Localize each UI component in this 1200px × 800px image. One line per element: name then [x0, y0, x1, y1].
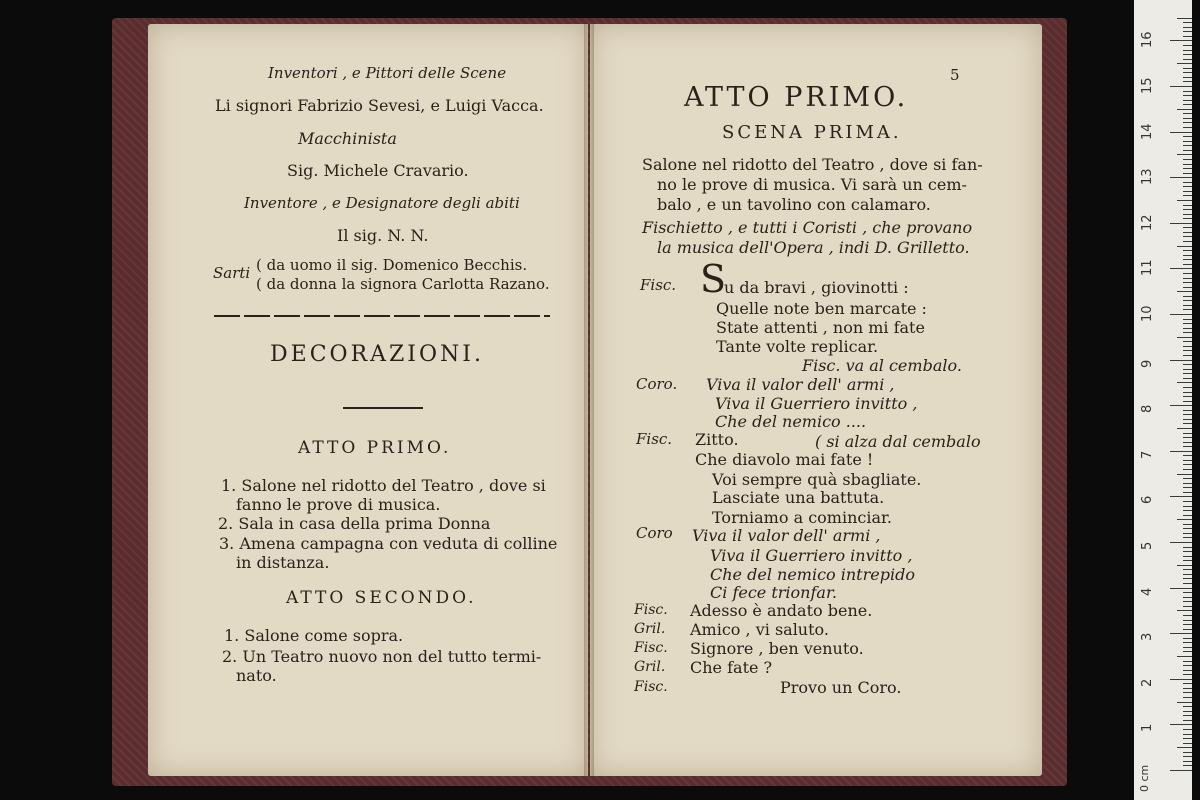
dialogue-line: Viva il valor dell' armi ,	[692, 526, 881, 545]
ruler-tick	[1177, 246, 1192, 247]
ruler-tick	[1170, 770, 1192, 771]
dialogue-line: State attenti , non mi fate	[716, 318, 925, 337]
inventori-names: Li signori Fabrizio Sevesi, e Luigi Vacca.	[215, 96, 544, 115]
ruler-tick	[1183, 738, 1192, 739]
ruler-tick	[1183, 533, 1192, 534]
ruler-tick	[1183, 104, 1192, 105]
page-mark: 5	[950, 66, 960, 84]
ruler-tick	[1183, 478, 1192, 479]
short-rule	[343, 407, 423, 409]
ruler-tick	[1183, 136, 1192, 137]
ruler-tick	[1170, 314, 1192, 315]
ruler-tick	[1183, 396, 1192, 397]
ruler-tick	[1183, 392, 1192, 393]
ruler-number: 3	[1140, 632, 1155, 642]
atto-primo-item: fanno le prove di musica.	[236, 495, 441, 514]
ruler-tick	[1183, 59, 1192, 60]
ruler-tick	[1183, 50, 1192, 51]
ruler-tick	[1183, 341, 1192, 342]
ruler-tick	[1183, 661, 1192, 662]
ruler-tick	[1183, 31, 1192, 32]
ruler-number: 5	[1140, 541, 1155, 550]
ruler-tick	[1170, 633, 1192, 634]
ruler-tick	[1177, 109, 1192, 110]
ruler-tick	[1183, 387, 1192, 388]
dialogue-line: u da bravi , giovinotti :	[724, 278, 909, 297]
ruler-tick	[1183, 460, 1192, 461]
ruler-tick	[1183, 72, 1192, 73]
ruler-tick	[1183, 651, 1192, 652]
ruler-tick	[1183, 232, 1192, 233]
ruler-tick	[1183, 433, 1192, 434]
ruler-tick	[1183, 191, 1192, 192]
atto-primo-item: 1. Salone nel ridotto del Teatro , dove si	[221, 476, 546, 495]
ruler-tick	[1183, 122, 1192, 123]
ruler-tick	[1183, 255, 1192, 256]
ruler-tick	[1183, 615, 1192, 616]
ruler-tick	[1183, 642, 1192, 643]
ruler-tick	[1177, 474, 1192, 475]
stage-direction: Fischietto , e tutti i Coristi , che provano	[642, 218, 973, 237]
dialogue-line: Quelle note ben marcate :	[716, 299, 927, 318]
ruler-tick	[1177, 291, 1192, 292]
ruler-number: 2	[1140, 678, 1155, 687]
ruler-tick	[1183, 442, 1192, 443]
ruler-tick	[1183, 355, 1192, 356]
ruler-tick	[1183, 182, 1192, 183]
ruler-tick	[1177, 565, 1192, 566]
dialogue-line: Torniamo a cominciar.	[712, 508, 892, 527]
ruler-tick	[1183, 638, 1192, 639]
ruler-number: 12	[1140, 214, 1155, 231]
ruler-tick	[1170, 360, 1192, 361]
ruler-tick	[1183, 323, 1192, 324]
ruler-tick	[1183, 620, 1192, 621]
ruler-tick	[1177, 337, 1192, 338]
scene-title: SCENA PRIMA.	[722, 122, 902, 143]
dialogue-line: Zitto.	[695, 430, 739, 449]
speaker-label: Gril.	[634, 621, 666, 637]
ruler-tick	[1177, 154, 1192, 155]
ruler-tick	[1183, 506, 1192, 507]
sarti-line-2: ( da donna la signora Carlotta Razano.	[256, 275, 550, 293]
ruler-tick	[1183, 469, 1192, 470]
ruler-number: 15	[1140, 77, 1155, 94]
speaker-label: Fisc.	[636, 430, 673, 448]
ruler-tick	[1183, 524, 1192, 525]
atto-primo-heading: ATTO PRIMO.	[298, 438, 452, 458]
ruler-tick	[1183, 528, 1192, 529]
ruler-tick	[1183, 597, 1192, 598]
ruler-tick	[1183, 218, 1192, 219]
ruler-tick	[1183, 259, 1192, 260]
ruler-tick	[1183, 328, 1192, 329]
ruler-tick	[1183, 437, 1192, 438]
dialogue-line: Amico , vi saluto.	[690, 620, 829, 639]
ruler-tick	[1183, 173, 1192, 174]
ruler-tick	[1183, 68, 1192, 69]
ruler-tick	[1183, 346, 1192, 347]
dialogue-line: Viva il Guerriero invitto ,	[715, 394, 918, 413]
sarti-label: Sarti	[213, 264, 251, 282]
stage-direction: ( si alza dal cembalo	[815, 432, 981, 451]
atto-secondo-item: 1. Salone come sopra.	[224, 626, 404, 645]
ruler-number: 14	[1140, 123, 1155, 140]
dialogue-line: Che del nemico ....	[715, 412, 867, 431]
ruler-tick	[1183, 127, 1192, 128]
ruler-tick	[1183, 551, 1192, 552]
book-gutter	[584, 24, 594, 776]
ruler-tick	[1183, 91, 1192, 92]
ruler-tick	[1183, 743, 1192, 744]
ruler-tick	[1183, 378, 1192, 379]
ruler-unit: 0 cm	[1138, 764, 1151, 792]
ruler-tick	[1183, 692, 1192, 693]
ruler-number: 7	[1140, 450, 1155, 459]
ruler-tick	[1183, 715, 1192, 716]
ruler-tick	[1183, 369, 1192, 370]
ruler-tick	[1183, 487, 1192, 488]
ruler-tick	[1170, 177, 1192, 178]
designatore-heading: Inventore , e Designatore degli abiti	[244, 194, 520, 212]
ruler-tick	[1183, 556, 1192, 557]
macchinista-heading: Macchinista	[298, 129, 397, 148]
ruler-tick	[1183, 606, 1192, 607]
ruler-tick	[1183, 629, 1192, 630]
stage-direction: la musica dell'Opera , indi D. Grilletto.	[657, 238, 970, 257]
setting-line: no le prove di musica. Vi sarà un cem-	[657, 175, 967, 194]
ruler-number: 13	[1140, 168, 1155, 186]
designatore-name: Il sig. N. N.	[337, 226, 429, 245]
ruler-tick	[1183, 164, 1192, 165]
ruler-tick	[1170, 451, 1192, 452]
ruler-tick	[1183, 264, 1192, 265]
ruler-tick	[1177, 63, 1192, 64]
ruler-tick	[1170, 40, 1192, 41]
ruler-tick	[1183, 195, 1192, 196]
ruler-tick	[1183, 401, 1192, 402]
ruler-tick	[1183, 278, 1192, 279]
ruler-tick	[1170, 405, 1192, 406]
ruler-tick	[1183, 501, 1192, 502]
ruler-tick	[1183, 350, 1192, 351]
ruler-tick	[1183, 95, 1192, 96]
dialogue-line: Voi sempre quà sbagliate.	[712, 470, 922, 489]
ruler-tick	[1183, 483, 1192, 484]
ruler-tick	[1183, 296, 1192, 297]
dialogue-line: Provo un Coro.	[780, 678, 902, 697]
ruler-tick	[1183, 537, 1192, 538]
ruler-tick	[1183, 720, 1192, 721]
atto-primo-item: in distanza.	[236, 553, 330, 572]
ruler-number: 1	[1140, 724, 1155, 733]
ruler-tick	[1170, 223, 1192, 224]
atto-secondo-heading: ATTO SECONDO.	[286, 588, 477, 608]
ruler-number: 16	[1140, 31, 1155, 49]
ruler-tick	[1183, 464, 1192, 465]
speaker-label: Fisc.	[634, 640, 668, 656]
ruler-tick	[1183, 697, 1192, 698]
ruler-tick	[1177, 519, 1192, 520]
ruler-tick	[1183, 319, 1192, 320]
ruler-tick	[1183, 22, 1192, 23]
ruler-tick	[1183, 287, 1192, 288]
ruler-tick	[1183, 592, 1192, 593]
dialogue-line: Viva il Guerriero invitto ,	[710, 546, 913, 565]
ruler-tick	[1183, 282, 1192, 283]
act-title: ATTO PRIMO.	[684, 82, 909, 113]
ruler-tick	[1183, 54, 1192, 55]
inventori-heading: Inventori , e Pittori delle Scene	[268, 64, 507, 82]
stage-direction: Fisc. va al cembalo.	[802, 356, 962, 375]
ruler-tick	[1177, 18, 1192, 19]
dialogue-line: Che del nemico intrepido	[710, 565, 915, 584]
ruler-tick	[1183, 250, 1192, 251]
dialogue-line: Che fate ?	[690, 658, 773, 677]
ruler-tick	[1183, 214, 1192, 215]
ruler-number: 6	[1140, 496, 1155, 505]
ruler-tick	[1170, 496, 1192, 497]
ruler-number: 4	[1140, 587, 1155, 596]
ruler-tick	[1170, 588, 1192, 589]
atto-primo-item: 3. Amena campagna con veduta di colline	[219, 534, 558, 553]
ruler-tick	[1170, 86, 1192, 87]
ruler-tick	[1177, 702, 1192, 703]
ruler-tick	[1183, 273, 1192, 274]
ruler-tick	[1177, 382, 1192, 383]
ruler-tick	[1183, 141, 1192, 142]
dialogue-line: Lasciate una battuta.	[712, 488, 885, 507]
decorazioni-title: DECORAZIONI.	[270, 342, 484, 367]
ruler-tick	[1183, 373, 1192, 374]
ruler-tick	[1183, 113, 1192, 114]
ruler-tick	[1170, 542, 1192, 543]
ruler-tick	[1183, 455, 1192, 456]
ruler-tick	[1183, 756, 1192, 757]
ruler-tick	[1183, 515, 1192, 516]
ruler-tick	[1183, 186, 1192, 187]
dialogue-line: Adesso è andato bene.	[690, 601, 873, 620]
ruler-tick	[1183, 510, 1192, 511]
ruler-tick	[1183, 332, 1192, 333]
ruler-tick	[1170, 132, 1192, 133]
ruler-tick	[1183, 624, 1192, 625]
ruler-tick	[1183, 492, 1192, 493]
ruler-tick	[1183, 706, 1192, 707]
ruler-tick	[1183, 423, 1192, 424]
ruler-tick	[1183, 711, 1192, 712]
ruler-tick	[1183, 168, 1192, 169]
ruler-number: 8	[1140, 404, 1155, 414]
dialogue-line: Che diavolo mai fate !	[695, 450, 874, 469]
ruler-tick	[1183, 670, 1192, 671]
speaker-label: Fisc.	[634, 679, 668, 695]
ruler-number: 9	[1140, 359, 1155, 368]
ruler-tick	[1183, 36, 1192, 37]
ruler-tick	[1183, 647, 1192, 648]
speaker-label: Fisc.	[640, 276, 677, 294]
ruler-tick	[1177, 428, 1192, 429]
ruler-tick	[1183, 236, 1192, 237]
ruler-tick	[1183, 683, 1192, 684]
ruler-tick	[1183, 305, 1192, 306]
ruler-tick	[1177, 610, 1192, 611]
ruler-tick	[1183, 446, 1192, 447]
speaker-label: Gril.	[634, 659, 666, 675]
atto-primo-item: 2. Sala in casa della prima Donna	[218, 514, 491, 533]
divider-rule	[214, 315, 550, 317]
ruler-tick	[1177, 747, 1192, 748]
ruler-tick	[1183, 761, 1192, 762]
ruler-tick	[1183, 227, 1192, 228]
dialogue-line: Signore , ben venuto.	[690, 639, 864, 658]
speaker-label: Coro.	[636, 375, 678, 393]
ruler-tick	[1183, 205, 1192, 206]
ruler-number: 10	[1140, 305, 1155, 322]
dialogue-line: Viva il valor dell' armi ,	[706, 375, 895, 394]
ruler-tick	[1183, 574, 1192, 575]
ruler-tick	[1183, 27, 1192, 28]
measuring-ruler	[1134, 0, 1192, 800]
ruler-tick	[1183, 601, 1192, 602]
ruler-tick	[1183, 45, 1192, 46]
ruler-tick	[1183, 665, 1192, 666]
speaker-label: Fisc.	[634, 602, 668, 618]
atto-secondo-item: nato.	[236, 666, 277, 685]
ruler-tick	[1183, 159, 1192, 160]
speaker-label: Coro	[636, 524, 673, 542]
setting-line: balo , e un tavolino con calamaro.	[657, 195, 931, 214]
ruler-tick	[1177, 656, 1192, 657]
ruler-tick	[1183, 674, 1192, 675]
ruler-tick	[1183, 547, 1192, 548]
ruler-tick	[1183, 209, 1192, 210]
ruler-tick	[1183, 150, 1192, 151]
ruler-tick	[1183, 241, 1192, 242]
ruler-tick	[1183, 309, 1192, 310]
ruler-tick	[1183, 81, 1192, 82]
ruler-tick	[1183, 100, 1192, 101]
ruler-tick	[1183, 734, 1192, 735]
setting-line: Salone nel ridotto del Teatro , dove si fan-	[642, 155, 983, 174]
ruler-tick	[1183, 77, 1192, 78]
ruler-tick	[1183, 688, 1192, 689]
ruler-tick	[1183, 300, 1192, 301]
atto-secondo-item: 2. Un Teatro nuovo non del tutto termi-	[222, 647, 542, 666]
ruler-tick	[1183, 729, 1192, 730]
ruler-tick	[1183, 364, 1192, 365]
ruler-tick	[1170, 679, 1192, 680]
ruler-tick	[1183, 414, 1192, 415]
macchinista-name: Sig. Michele Cravario.	[287, 161, 469, 180]
dialogue-line: Ci fece trionfar.	[710, 583, 837, 602]
ruler-tick	[1183, 145, 1192, 146]
ruler-tick	[1183, 569, 1192, 570]
sarti-line-1: ( da uomo il sig. Domenico Becchis.	[256, 256, 528, 274]
ruler-tick	[1183, 410, 1192, 411]
ruler-tick	[1183, 419, 1192, 420]
ruler-tick	[1183, 118, 1192, 119]
drop-cap: S	[700, 257, 727, 301]
ruler-tick	[1170, 268, 1192, 269]
dialogue-line: Tante volte replicar.	[716, 337, 879, 356]
ruler-number: 11	[1140, 259, 1155, 277]
ruler-tick	[1183, 583, 1192, 584]
ruler-tick	[1183, 578, 1192, 579]
ruler-tick	[1183, 560, 1192, 561]
ruler-tick	[1183, 765, 1192, 766]
ruler-tick	[1183, 752, 1192, 753]
ruler-tick	[1177, 200, 1192, 201]
ruler-tick	[1170, 724, 1192, 725]
